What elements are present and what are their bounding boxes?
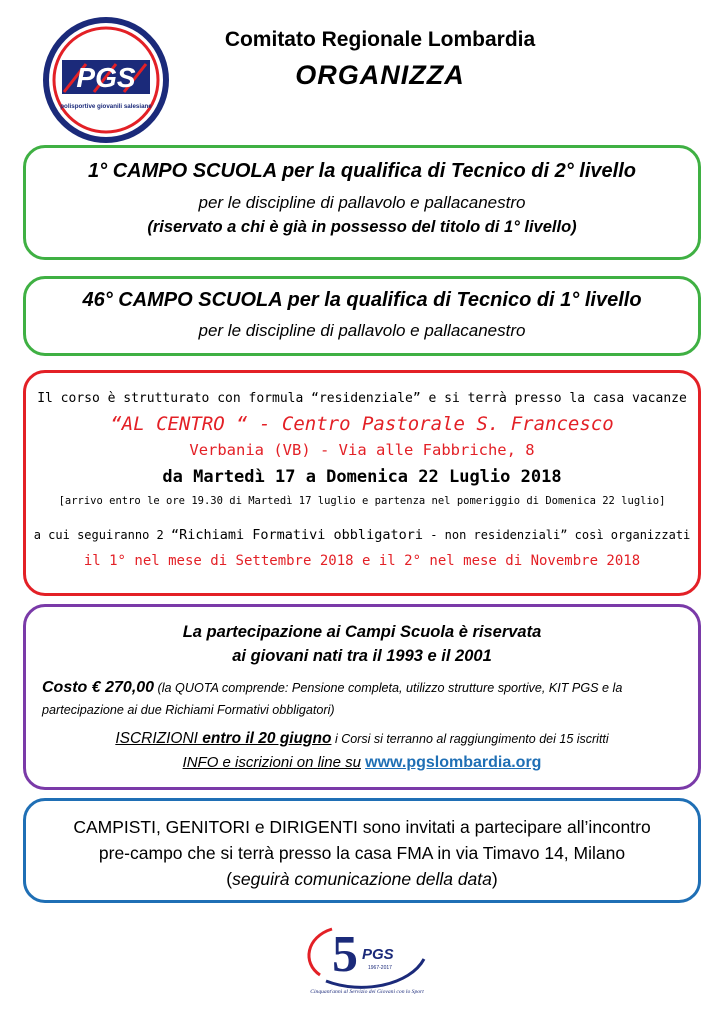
course-details-box: [23, 370, 701, 596]
pre-camp-meeting-box: [23, 798, 701, 903]
anniversary-years: 1967-2017: [368, 965, 392, 971]
box1-subtitle: per le discipline di pallavolo e pallacanestro: [198, 193, 526, 212]
logo-subtitle: polisportive giovanili salesiane: [60, 103, 152, 110]
anniversary-logo: [292, 915, 442, 997]
box1-title: 1° CAMPO SCUOLA per la qualifica di Tecnico di 2° livello: [88, 160, 636, 182]
followup-post: - non residenziali” così organizzati: [422, 528, 691, 542]
followup-main: “Richiami Formativi obbligatori: [171, 527, 423, 543]
registration-note: i Corsi si terranno al raggiungimento dei 15 iscritti: [331, 732, 609, 746]
meeting-line2: pre-campo che si terrà presso la casa FMA in via Timavo 14, Milano: [98, 843, 626, 863]
info-line: [26, 754, 698, 772]
cost-label: Costo € 270,00: [42, 679, 155, 696]
meeting-line3-open: (: [226, 869, 233, 889]
participation-box: [23, 604, 701, 790]
venue-address: Verbania (VB) - Via alle Fabbriche, 8: [189, 441, 535, 459]
pgs-logo: [42, 16, 170, 144]
meeting-line3: [26, 869, 698, 890]
cost-paragraph: [42, 677, 682, 721]
box2-subtitle: per le discipline di pallavolo e pallacanestro: [198, 321, 526, 340]
committee-title: Comitato Regionale Lombardia: [224, 28, 536, 51]
course-dates: da Martedì 17 a Domenica 22 Luglio 2018: [162, 467, 562, 487]
arrival-note: [arrivo entro le ore 19.30 di Martedì 17 luglio e partenza nel pomeriggio di Domenica 22 luglio]: [58, 495, 666, 507]
info-label: INFO e iscrizioni on line su: [182, 754, 361, 771]
anniversary-number: 5: [332, 926, 358, 983]
registration-deadline: entro il 20 giugno: [197, 730, 332, 747]
organizza-title: ORGANIZZA: [295, 60, 465, 90]
course-intro: Il corso è strutturato con formula “residenziale” e si terrà presso la casa vacanze: [37, 391, 687, 406]
participation-line1: La partecipazione ai Campi Scuola è riservata: [182, 623, 542, 641]
venue-name: “AL CENTRO “ - Centro Pastorale S. Francesco: [110, 413, 614, 435]
followup-pre: a cui seguiranno 2: [33, 528, 171, 542]
box2-title: 46° CAMPO SCUOLA per la qualifica di Tecnico di 1° livello: [82, 289, 642, 311]
followup-schedule: il 1° nel mese di Settembre 2018 e il 2° nel mese di Novembre 2018: [83, 553, 641, 569]
registration-line: [26, 730, 698, 748]
campo-2-livello-box: [23, 145, 701, 260]
followup-line: [26, 527, 698, 543]
meeting-line3-close: ): [491, 869, 498, 889]
registration-label: ISCRIZIONI: [115, 730, 198, 747]
campo-1-livello-box: [23, 276, 701, 356]
logo-text: PGS: [76, 62, 136, 93]
cost-detail: (la QUOTA comprende: Pensione completa, utilizzo strutture sportive, KIT PGS e la partecipazione ai due Richiami Formativi obbligatori): [42, 681, 623, 717]
participation-line2: ai giovani nati tra il 1993 e il 2001: [232, 647, 492, 665]
anniversary-pgs: PGS: [362, 946, 394, 963]
website-link[interactable]: www.pgslombardia.org: [365, 754, 542, 771]
box1-note: (riservato a chi è già in possesso del titolo di 1° livello): [147, 218, 577, 236]
meeting-line3-italic: seguirà comunicazione della data: [232, 869, 492, 889]
meeting-line1: CAMPISTI, GENITORI e DIRIGENTI sono invitati a partecipare all’incontro: [73, 817, 651, 837]
anniversary-motto: Cinquant'anni al Servizio dei Giovani con lo Sport: [310, 989, 424, 995]
